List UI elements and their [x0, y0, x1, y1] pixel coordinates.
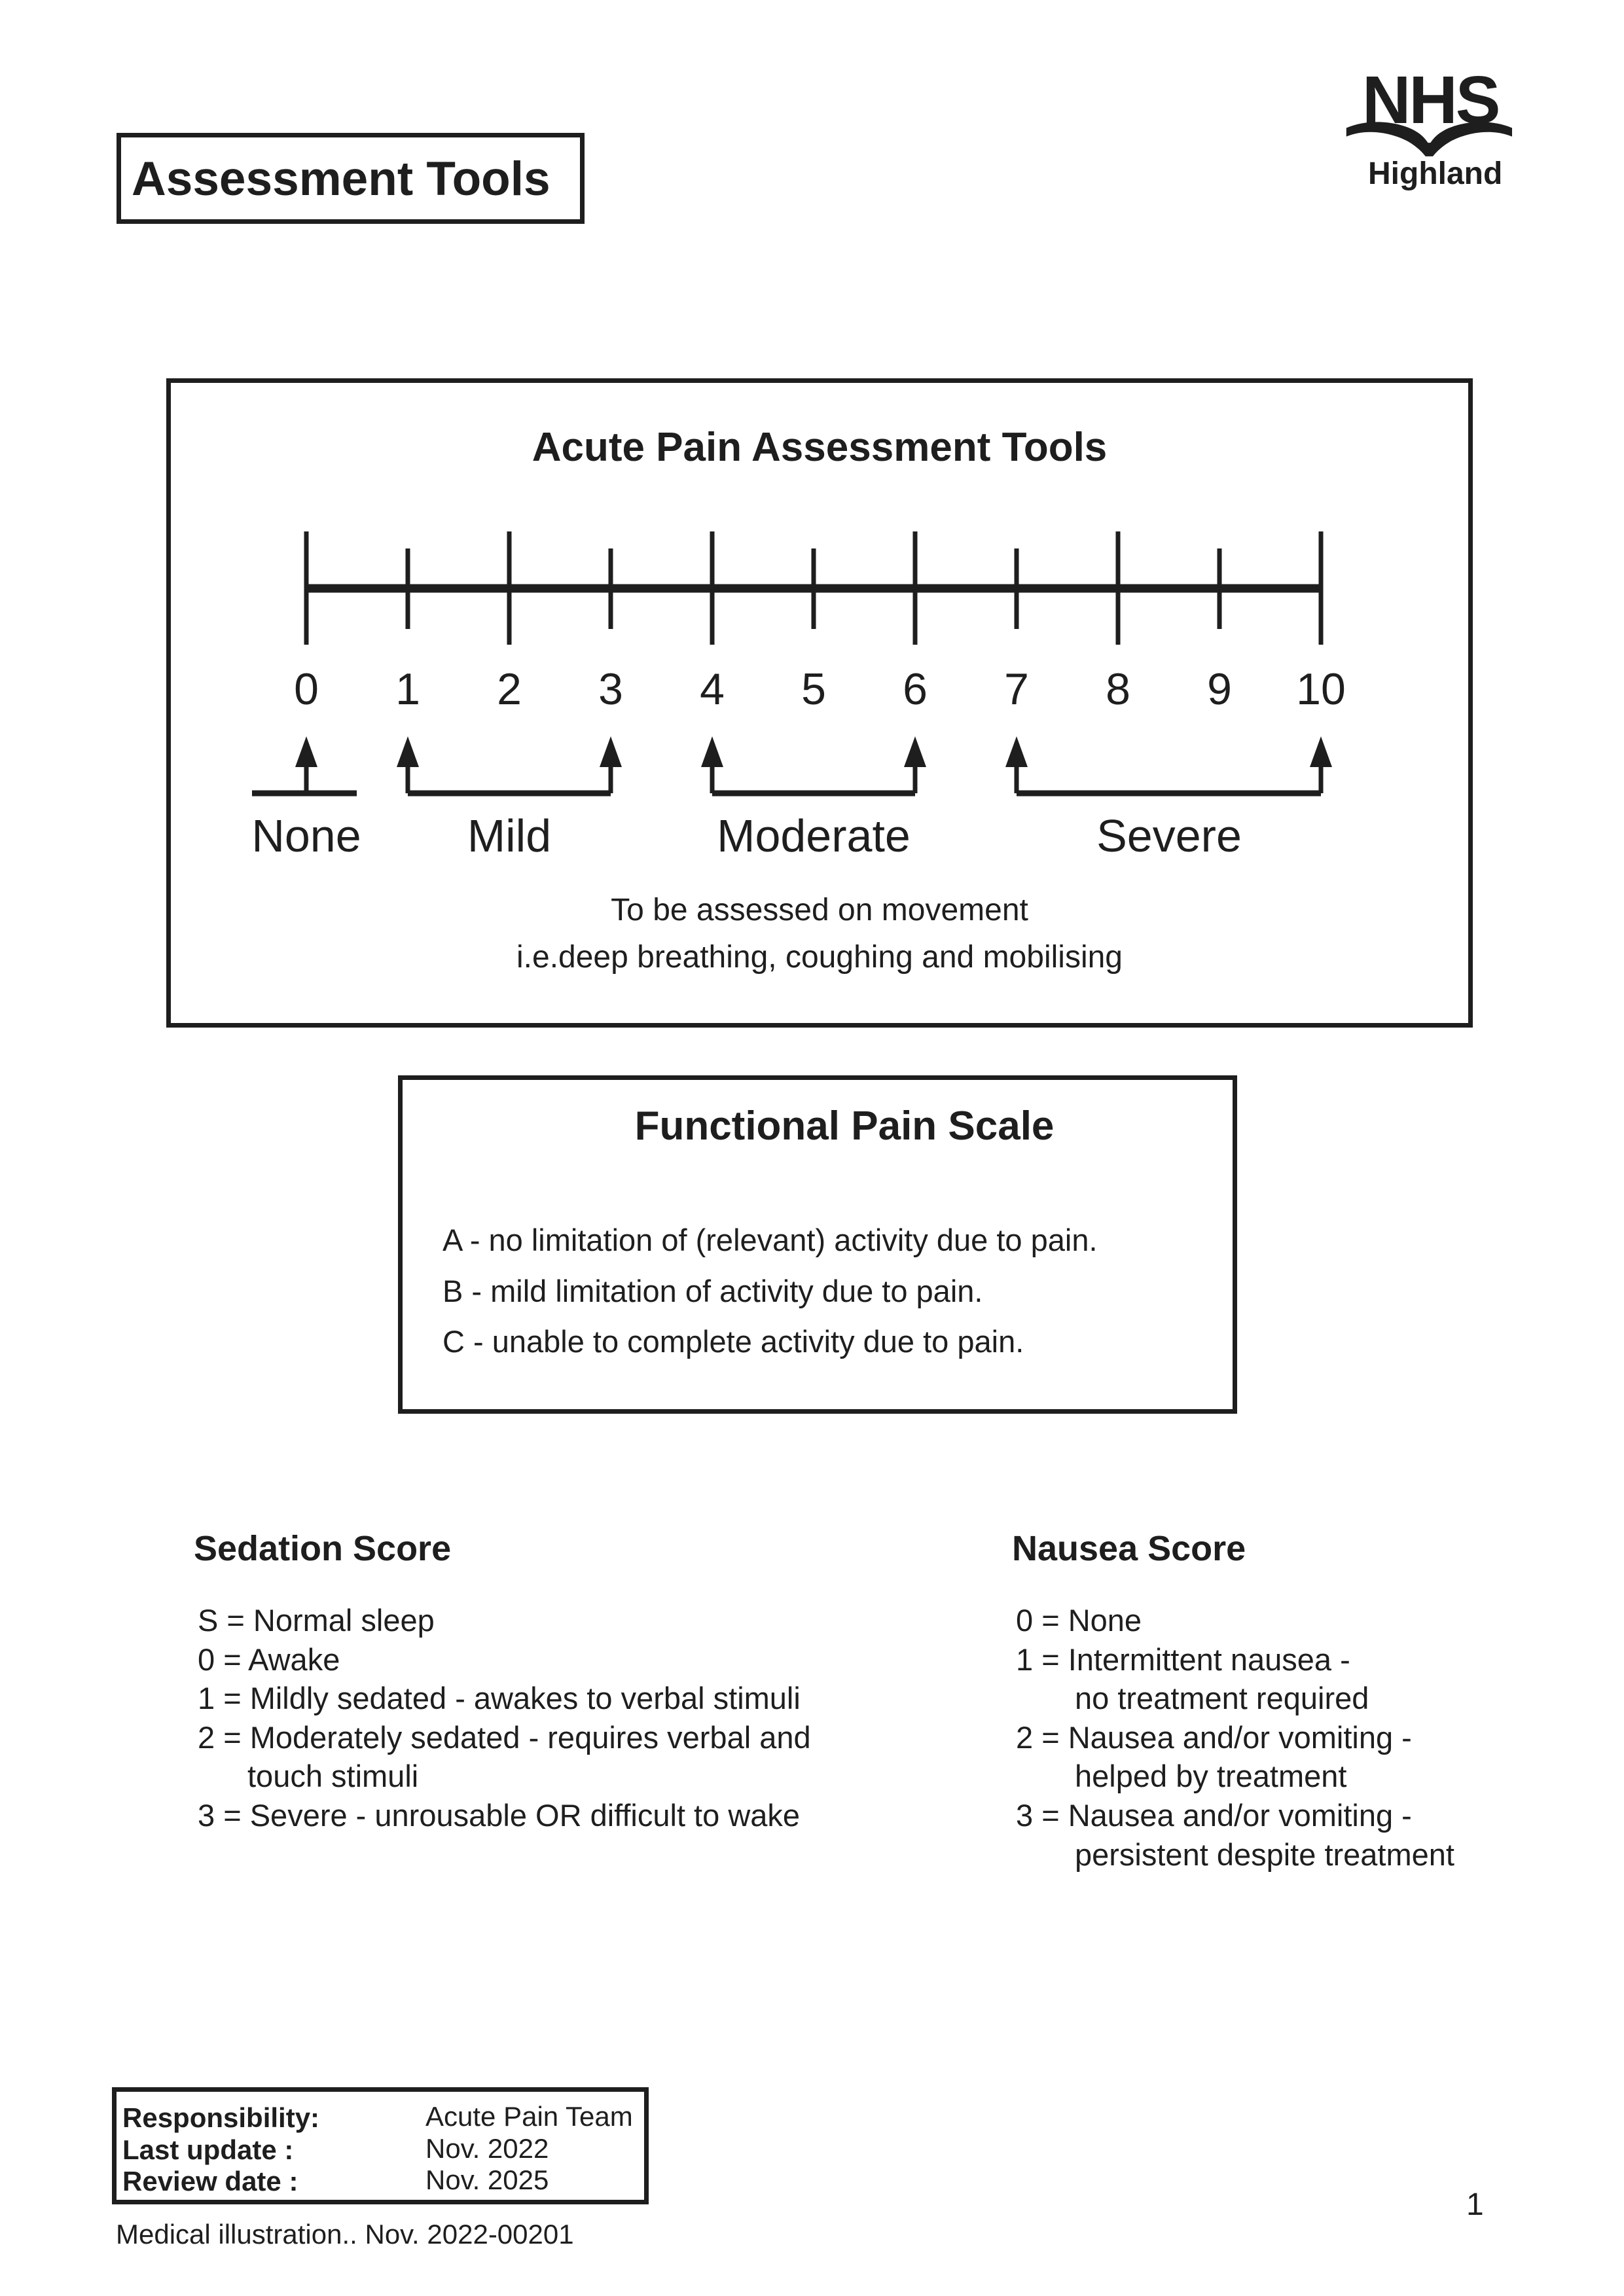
page-number: 1 [1466, 2187, 1484, 2222]
scale-tick-label: 6 [903, 664, 928, 714]
scale-tick-label: 5 [801, 664, 826, 714]
nhs-highland-logo [1342, 59, 1519, 190]
sedation-line: 1 = Mildly sedated - awakes to verbal stimuli [198, 1681, 801, 1715]
functional-item-b: B - mild limitation of activity due to pain. [442, 1274, 983, 1308]
scale-tick-label: 1 [395, 664, 420, 714]
functional-pain-scale-title: Functional Pain Scale [634, 1103, 1055, 1149]
acute-pain-title: Acute Pain Assessment Tools [532, 425, 1108, 470]
pain-category-label-severe: Severe [1096, 810, 1242, 861]
last-update-label: Last update : [122, 2134, 294, 2165]
nhs-swoosh-icon [1344, 119, 1512, 158]
scale-tick-label: 9 [1207, 664, 1232, 714]
nausea-line: 2 = Nausea and/or vomiting - [1016, 1720, 1412, 1755]
responsibility-value: Acute Pain Team [425, 2101, 633, 2132]
scale-tick-label: 2 [497, 664, 522, 714]
sedation-line: S = Normal sleep [198, 1603, 435, 1638]
sedation-line: 3 = Severe - unrousable OR difficult to wake [198, 1798, 801, 1833]
nausea-line: 0 = None [1016, 1603, 1142, 1638]
nausea-line-indent: helped by treatment [1075, 1759, 1347, 1793]
functional-item-c: C - unable to complete activity due to pain. [442, 1324, 1024, 1359]
sedation-line-indent: touch stimuli [247, 1759, 419, 1793]
scale-tick-label: 3 [598, 664, 623, 714]
assessment-note-line1: To be assessed on movement [611, 893, 1028, 927]
last-update-value: Nov. 2022 [425, 2133, 549, 2164]
scale-tick-label: 8 [1106, 664, 1130, 714]
review-date-label: Review date : [122, 2166, 298, 2197]
nhs-logo-text: NHS [1362, 62, 1499, 137]
functional-item-a: A - no limitation of (relevant) activity due to pain. [442, 1223, 1098, 1257]
sedation-line: 2 = Moderately sedated - requires verbal and [198, 1720, 811, 1755]
header-title-box [117, 133, 585, 224]
scale-tick-label: 7 [1004, 664, 1029, 714]
review-date-value: Nov. 2025 [425, 2164, 549, 2195]
scale-tick-label: 10 [1296, 664, 1346, 714]
document-reference: Medical illustration.. Nov. 2022-00201 [116, 2219, 574, 2250]
nausea-line: 1 = Intermittent nausea - [1016, 1642, 1350, 1677]
nausea-line: 3 = Nausea and/or vomiting - [1016, 1798, 1412, 1833]
page-title: Assessment Tools [132, 152, 550, 206]
responsibility-label: Responsibility: [122, 2102, 320, 2133]
sedation-score-title: Sedation Score [194, 1529, 452, 1568]
nausea-line-indent: persistent despite treatment [1075, 1837, 1454, 1872]
nausea-score-title: Nausea Score [1012, 1529, 1246, 1568]
nausea-line-indent: no treatment required [1075, 1681, 1369, 1715]
scale-tick-label: 0 [294, 664, 319, 714]
pain-category-label-mild: Mild [467, 810, 552, 861]
assessment-note-line2: i.e.deep breathing, coughing and mobilising [516, 940, 1123, 975]
scale-tick-label: 4 [700, 664, 725, 714]
pain-category-label-none: None [251, 810, 361, 861]
pain-category-label-moderate: Moderate [717, 810, 911, 861]
nhs-region-text: Highland [1368, 156, 1503, 191]
sedation-line: 0 = Awake [198, 1642, 340, 1677]
